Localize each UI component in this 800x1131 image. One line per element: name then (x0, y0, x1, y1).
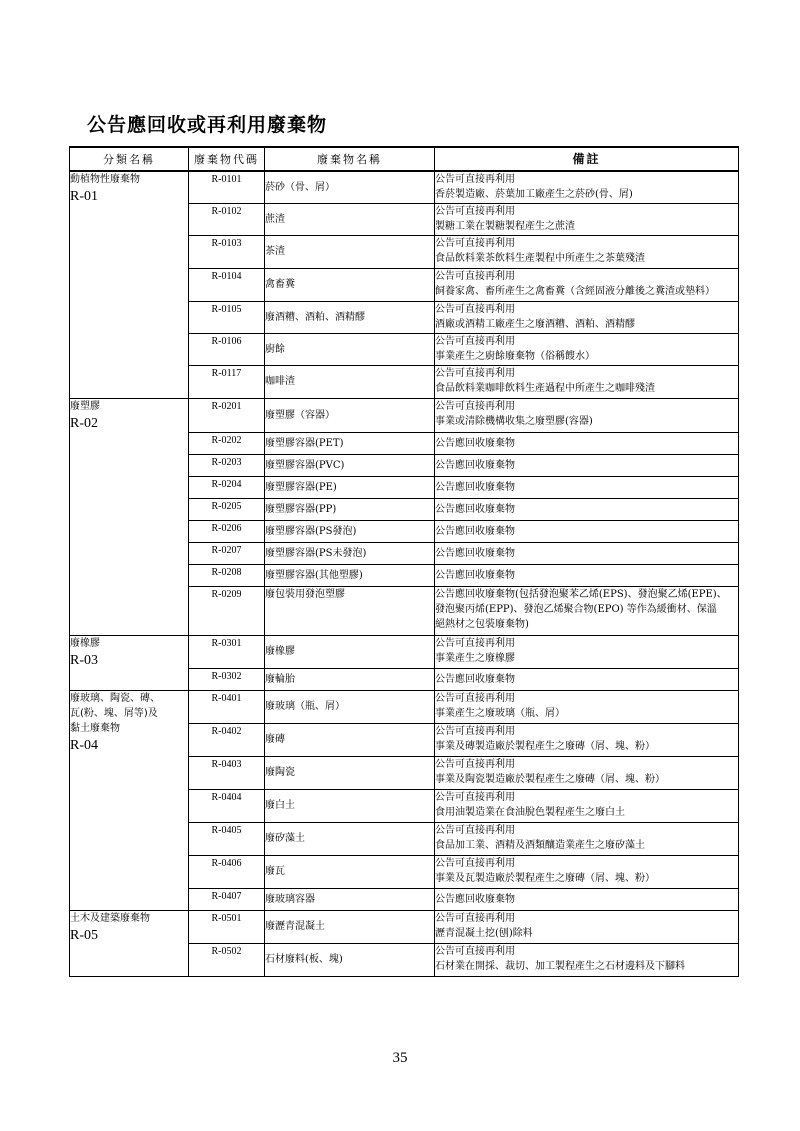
waste-notes (435, 454, 739, 476)
waste-code: R-0501 (189, 910, 265, 943)
waste-code: R-0206 (189, 520, 265, 542)
waste-code: R-0202 (189, 432, 265, 454)
waste-notes (435, 564, 739, 586)
note-line: 公告可直接再利用 (435, 400, 515, 412)
note-line: 公告可直接再利用 (435, 758, 515, 770)
waste-notes (435, 756, 739, 789)
note-line: 瀝青混凝土挖(刨)除料 (435, 927, 533, 939)
waste-notes (435, 586, 739, 635)
note-line: 事業或清除機構收集之廢塑膠(容器) (435, 415, 593, 427)
waste-notes (435, 333, 739, 365)
category-code: R-05 (70, 927, 98, 943)
waste-code: R-0205 (189, 498, 265, 520)
waste-name: 廢瓦 (265, 855, 435, 888)
waste-code: R-0407 (189, 888, 265, 910)
category-name: 動植物性廢棄物 (70, 174, 140, 185)
waste-name: 廢輪胎 (265, 668, 435, 690)
waste-code: R-0203 (189, 454, 265, 476)
waste-code: R-0204 (189, 476, 265, 498)
waste-name: 廢酒糟、酒粕、酒精醪 (265, 301, 435, 333)
note-line: 絕熱材之包裝廢棄物) (435, 618, 529, 630)
category-name-line: 廢玻璃、陶瓷、磚、 (70, 692, 160, 704)
waste-name: 茶渣 (265, 235, 435, 268)
waste-code: R-0405 (189, 822, 265, 855)
note-line: 事業產生之廚餘廢棄物（俗稱餿水） (435, 350, 595, 362)
waste-name: 廢白土 (265, 789, 435, 822)
note-line: 公告應回收廢棄物 (435, 547, 515, 559)
waste-name: 廢塑膠容器(PE) (265, 476, 435, 498)
waste-notes (435, 476, 739, 498)
table-row (70, 171, 739, 203)
waste-name: 廢矽藻土 (265, 822, 435, 855)
waste-code: R-0105 (189, 301, 265, 333)
table-row (70, 398, 739, 432)
note-line: 公告應回收廢棄物 (435, 569, 515, 581)
waste-code: R-0117 (189, 365, 265, 398)
table-row (70, 690, 739, 723)
note-line: 公告可直接再利用 (435, 637, 515, 649)
category-name: 廢橡膠 (70, 637, 100, 649)
note-line: 公告應回收廢棄物 (435, 503, 515, 515)
waste-notes (435, 855, 739, 888)
waste-code: R-0102 (189, 203, 265, 235)
header-notes: 備註 (435, 147, 739, 171)
waste-name: 禽畜糞 (265, 268, 435, 301)
note-line: 公告可直接再利用 (435, 692, 515, 704)
note-line: 公告應回收廢棄物 (435, 525, 515, 537)
category-code: R-02 (70, 415, 98, 431)
waste-name: 廢包裝用發泡塑膠 (265, 586, 435, 635)
waste-name: 蔗渣 (265, 203, 435, 235)
waste-code: R-0404 (189, 789, 265, 822)
category-name-line: 黏土廢棄物 (70, 722, 120, 734)
category-code: R-01 (70, 189, 98, 204)
page-title: 公告應回收或再利用廢棄物 (87, 114, 328, 136)
note-line: 公告可直接再利用 (435, 945, 515, 957)
category-cell (70, 635, 189, 690)
note-line: 公告可直接再利用 (435, 725, 515, 737)
note-line: 食品加工業、酒精及酒類釀造業產生之廢矽藻土 (435, 839, 645, 851)
waste-name: 廢塑膠容器(其他塑膠) (265, 564, 435, 586)
waste-notes (435, 203, 739, 235)
note-line: 酒廠或酒精工廠產生之廢酒糟、酒粕、酒精醪 (435, 318, 635, 330)
note-line: 公告可直接再利用 (435, 303, 515, 315)
waste-name: 廢玻璃容器 (265, 888, 435, 910)
category-cell (70, 910, 189, 976)
waste-name: 廚餘 (265, 333, 435, 365)
category-cell (70, 690, 189, 910)
page-number: 35 (392, 1050, 408, 1066)
waste-code: R-0302 (189, 668, 265, 690)
waste-code: R-0106 (189, 333, 265, 365)
waste-code: R-0101 (189, 171, 265, 203)
waste-notes (435, 943, 739, 976)
waste-code: R-0104 (189, 268, 265, 301)
waste-notes (435, 635, 739, 668)
waste-notes (435, 171, 739, 203)
waste-code: R-0201 (189, 398, 265, 432)
waste-name: 廢塑膠容器(PS未發泡) (265, 542, 435, 564)
note-line: 事業產生之廢玻璃（瓶、屑） (435, 707, 565, 719)
header-name: 廢棄物名稱 (265, 147, 435, 171)
waste-notes (435, 822, 739, 855)
waste-notes (435, 268, 739, 301)
note-line: 公告可直接再利用 (435, 335, 515, 347)
waste-code: R-0207 (189, 542, 265, 564)
note-line: 公告可直接再利用 (435, 174, 515, 185)
table-body (70, 171, 739, 976)
category-cell (70, 171, 189, 398)
waste-name: 廢塑膠容器(PS發泡) (265, 520, 435, 542)
waste-notes (435, 398, 739, 432)
waste-notes (435, 235, 739, 268)
note-line: 事業及磚製造廠於製程產生之廢磚（屑、塊、粉） (435, 740, 655, 752)
waste-name: 廢塑膠（容器） (265, 398, 435, 432)
note-line: 公告應回收廢棄物 (435, 437, 515, 449)
note-line: 事業及瓦製造廠於製程產生之廢磚（屑、塊、粉） (435, 872, 655, 884)
waste-name: 廢瀝青混凝土 (265, 910, 435, 943)
category-name (70, 691, 188, 736)
waste-name: 廢塑膠容器(PP) (265, 498, 435, 520)
note-line: 公告可直接再利用 (435, 791, 515, 803)
waste-code: R-0208 (189, 564, 265, 586)
waste-name: 廢塑膠容器(PET) (265, 432, 435, 454)
waste-code: R-0209 (189, 586, 265, 635)
note-line: 食用油製造業在食油脫色製程產生之廢白土 (435, 806, 625, 818)
note-line: 公告可直接再利用 (435, 205, 515, 217)
waste-name: 菸砂（骨、屑） (265, 171, 435, 203)
waste-code: R-0103 (189, 235, 265, 268)
note-line: 公告可直接再利用 (435, 857, 515, 869)
waste-code: R-0401 (189, 690, 265, 723)
waste-name: 廢玻璃（瓶、屑） (265, 690, 435, 723)
waste-notes (435, 789, 739, 822)
waste-notes (435, 910, 739, 943)
header-category: 分類名稱 (70, 147, 189, 171)
waste-notes (435, 690, 739, 723)
note-line: 公告應回收廢棄物(包括發泡聚苯乙烯(EPS)、發泡聚乙烯(EPE)、 (435, 588, 727, 600)
waste-name: 廢塑膠容器(PVC) (265, 454, 435, 476)
note-line: 飼養家禽、畜所產生之禽畜糞（含經固液分離後之糞渣或墊料） (435, 285, 715, 297)
waste-name: 廢陶瓷 (265, 756, 435, 789)
waste-code: R-0402 (189, 723, 265, 756)
note-line: 公告應回收廢棄物 (435, 893, 515, 905)
note-line: 香菸製造廠、菸葉加工廠產生之菸砂(骨、屑) (435, 189, 633, 200)
waste-code: R-0406 (189, 855, 265, 888)
waste-code: R-0403 (189, 756, 265, 789)
table-row (70, 910, 739, 943)
waste-notes (435, 542, 739, 564)
note-line: 公告應回收廢棄物 (435, 459, 515, 471)
category-name-line: 瓦(粉、塊、屑等)及 (70, 707, 158, 719)
category-name: 土木及建築廢棄物 (70, 912, 150, 924)
waste-notes (435, 301, 739, 333)
waste-name: 廢橡膠 (265, 635, 435, 668)
category-code: R-03 (70, 652, 98, 668)
note-line: 發泡聚丙烯(EPP)、發泡乙烯聚合物(EPO) 等作為緩衝材、保溫 (435, 603, 717, 615)
waste-notes (435, 668, 739, 690)
table-header-row (70, 147, 739, 171)
waste-notes (435, 520, 739, 542)
waste-table (69, 146, 739, 977)
note-line: 公告可直接再利用 (435, 912, 515, 924)
note-line: 公告可直接再利用 (435, 270, 515, 282)
note-line: 公告應回收廢棄物 (435, 673, 515, 685)
waste-notes (435, 498, 739, 520)
category-code: R-04 (70, 737, 98, 753)
note-line: 食品飲料業咖啡飲料生產過程中所產生之咖啡殘渣 (435, 382, 655, 394)
header-code: 廢棄物代碼 (189, 147, 265, 171)
waste-notes (435, 888, 739, 910)
waste-code: R-0502 (189, 943, 265, 976)
waste-name: 石材廢料(板、塊) (265, 943, 435, 976)
note-line: 製糖工業在製糖製程產生之蔗渣 (435, 220, 575, 232)
note-line: 公告可直接再利用 (435, 237, 515, 249)
waste-notes (435, 365, 739, 398)
waste-code: R-0301 (189, 635, 265, 668)
note-line: 事業及陶瓷製造廠於製程產生之廢磚（屑、塊、粉） (435, 773, 665, 785)
category-cell (70, 398, 189, 635)
category-name: 廢塑膠 (70, 400, 100, 412)
waste-name: 廢磚 (265, 723, 435, 756)
note-line: 公告可直接再利用 (435, 367, 515, 379)
note-line: 公告應回收廢棄物 (435, 481, 515, 493)
note-line: 事業產生之廢橡膠 (435, 652, 515, 664)
waste-notes (435, 432, 739, 454)
table-row (70, 635, 739, 668)
waste-name: 咖啡渣 (265, 365, 435, 398)
note-line: 石材業在開採、裁切、加工製程產生之石材邊料及下腳料 (435, 960, 685, 972)
note-line: 公告可直接再利用 (435, 824, 515, 836)
note-line: 食品飲料業茶飲料生產製程中所產生之茶葉殘渣 (435, 252, 645, 264)
waste-notes (435, 723, 739, 756)
